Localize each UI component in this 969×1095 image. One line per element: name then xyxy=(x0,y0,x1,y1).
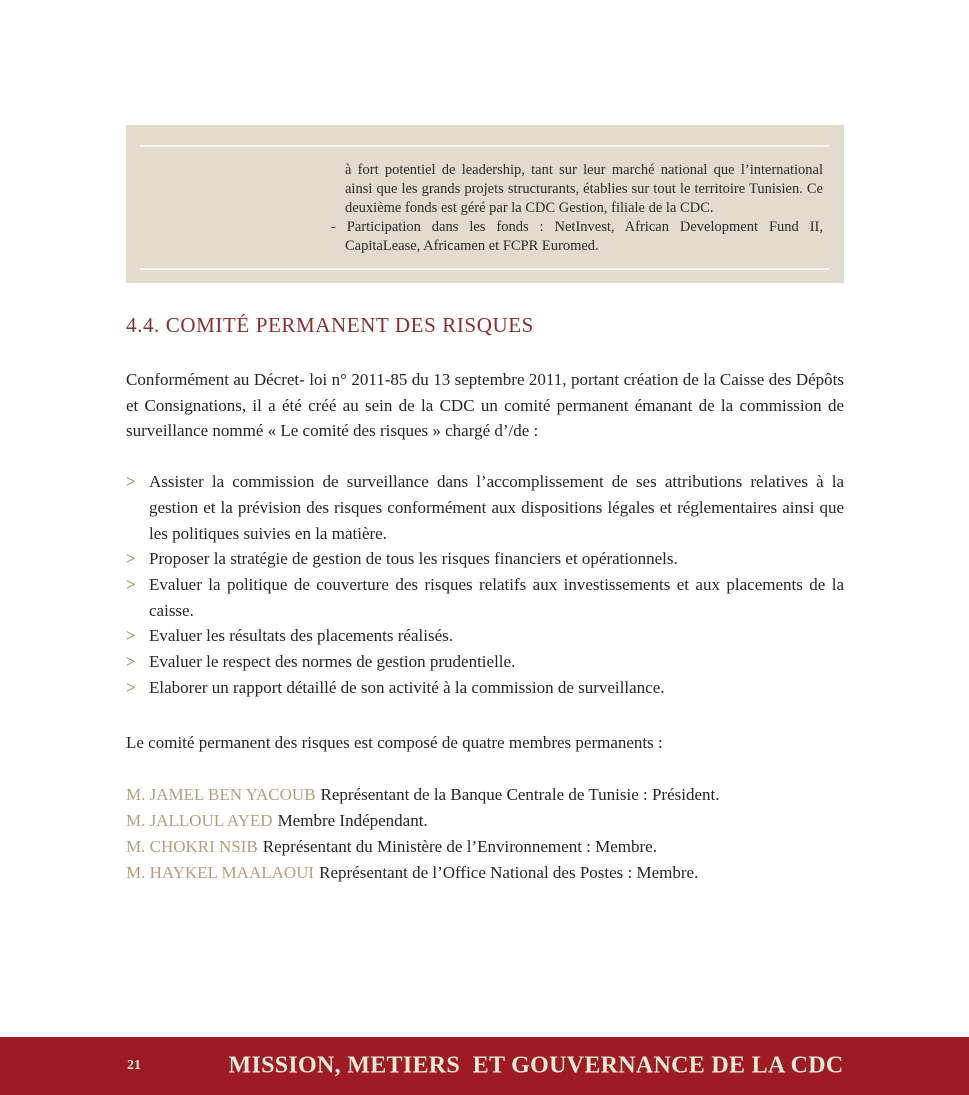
callout-bottom-rule xyxy=(140,268,829,270)
member-row xyxy=(126,782,844,808)
member-role: Membre Indépendant. xyxy=(277,811,428,831)
bullet-item xyxy=(126,675,844,701)
page-content xyxy=(0,125,969,886)
composition-intro: Le comité permanent des risques est composé de quatre membres permanents : xyxy=(126,733,663,753)
member-name: M. HAYKEL MAALAOUI xyxy=(126,863,315,883)
bullet-item xyxy=(126,623,844,649)
bullet-item xyxy=(126,572,844,623)
bullet-item xyxy=(126,546,844,572)
callout-dash-item: - Participation dans les fonds : NetInvest, African Development Fund II, CapitaLease, Africamen et FCPR Euromed. xyxy=(331,219,823,254)
section-heading: 4.4. COMITÉ PERMANENT DES RISQUES xyxy=(126,313,534,337)
bullet-list xyxy=(126,469,844,700)
bullet-item-text: Assister la commission de surveillance dans l’accomplissement de ses attributions relatives à la gestion et la prévision des risques conformément aux dispositions légales et réglementaires ainsi que les politiques suivies en la matière. xyxy=(149,472,844,543)
callout-continuation-paragraph: à fort potentiel de leadership, tant sur leur marché national que l’international ainsi que les grands projets structurants, établies sur tout le territoire Tunisien. Ce deuxième fonds est géré par la CDC Gestion, filiale de la CDC. xyxy=(345,162,823,216)
member-role: Représentant du Ministère de l’Environnement : Membre. xyxy=(262,837,657,857)
bullet-item-text: Elaborer un rapport détaillé de son activité à la commission de surveillance. xyxy=(149,677,665,697)
chevron-bullet-icon: > xyxy=(126,549,136,569)
chevron-bullet-icon: > xyxy=(126,626,136,646)
member-row xyxy=(126,860,844,886)
chevron-bullet-icon: > xyxy=(126,574,136,594)
page-number: 21 xyxy=(127,1058,141,1073)
member-role: Représentant de la Banque Centrale de Tunisie : Président. xyxy=(320,785,720,805)
member-role: Représentant de l’Office National des Postes : Membre. xyxy=(319,863,699,883)
member-name: M. JAMEL BEN YACOUB xyxy=(126,785,316,805)
bullet-item xyxy=(126,649,844,675)
footer-title: MISSION, METIERS ET GOUVERNANCE DE LA CDC xyxy=(228,1052,844,1079)
footer-bar xyxy=(0,1037,969,1095)
bullet-item-text: Evaluer les résultats des placements réalisés. xyxy=(149,626,453,646)
member-name: M. CHOKRI NSIB xyxy=(126,837,258,857)
callout-box xyxy=(126,125,844,283)
chevron-bullet-icon: > xyxy=(126,472,136,492)
member-row xyxy=(126,808,844,834)
members-list xyxy=(126,782,844,886)
callout-top-rule xyxy=(140,145,829,147)
bullet-item-text: Proposer la stratégie de gestion de tous les risques financiers et opérationnels. xyxy=(149,549,678,569)
chevron-bullet-icon: > xyxy=(126,677,136,697)
chevron-bullet-icon: > xyxy=(126,652,136,672)
member-row xyxy=(126,834,844,860)
member-name: M. JALLOUL AYED xyxy=(126,811,273,831)
section-intro-paragraph: Conformément au Décret- loi n° 2011-85 du 13 septembre 2011, portant création de la Caisse des Dépôts et Consignations, il a été créé au sein de la CDC un comité permanent émanant de la commission de surveillance nommé « Le comité des risques » chargé d’/de : xyxy=(126,370,844,441)
bullet-item-text: Evaluer la politique de couverture des risques relatifs aux investissements et aux placements de la caisse. xyxy=(149,574,844,620)
bullet-item xyxy=(126,469,844,546)
bullet-item-text: Evaluer le respect des normes de gestion prudentielle. xyxy=(149,652,516,672)
